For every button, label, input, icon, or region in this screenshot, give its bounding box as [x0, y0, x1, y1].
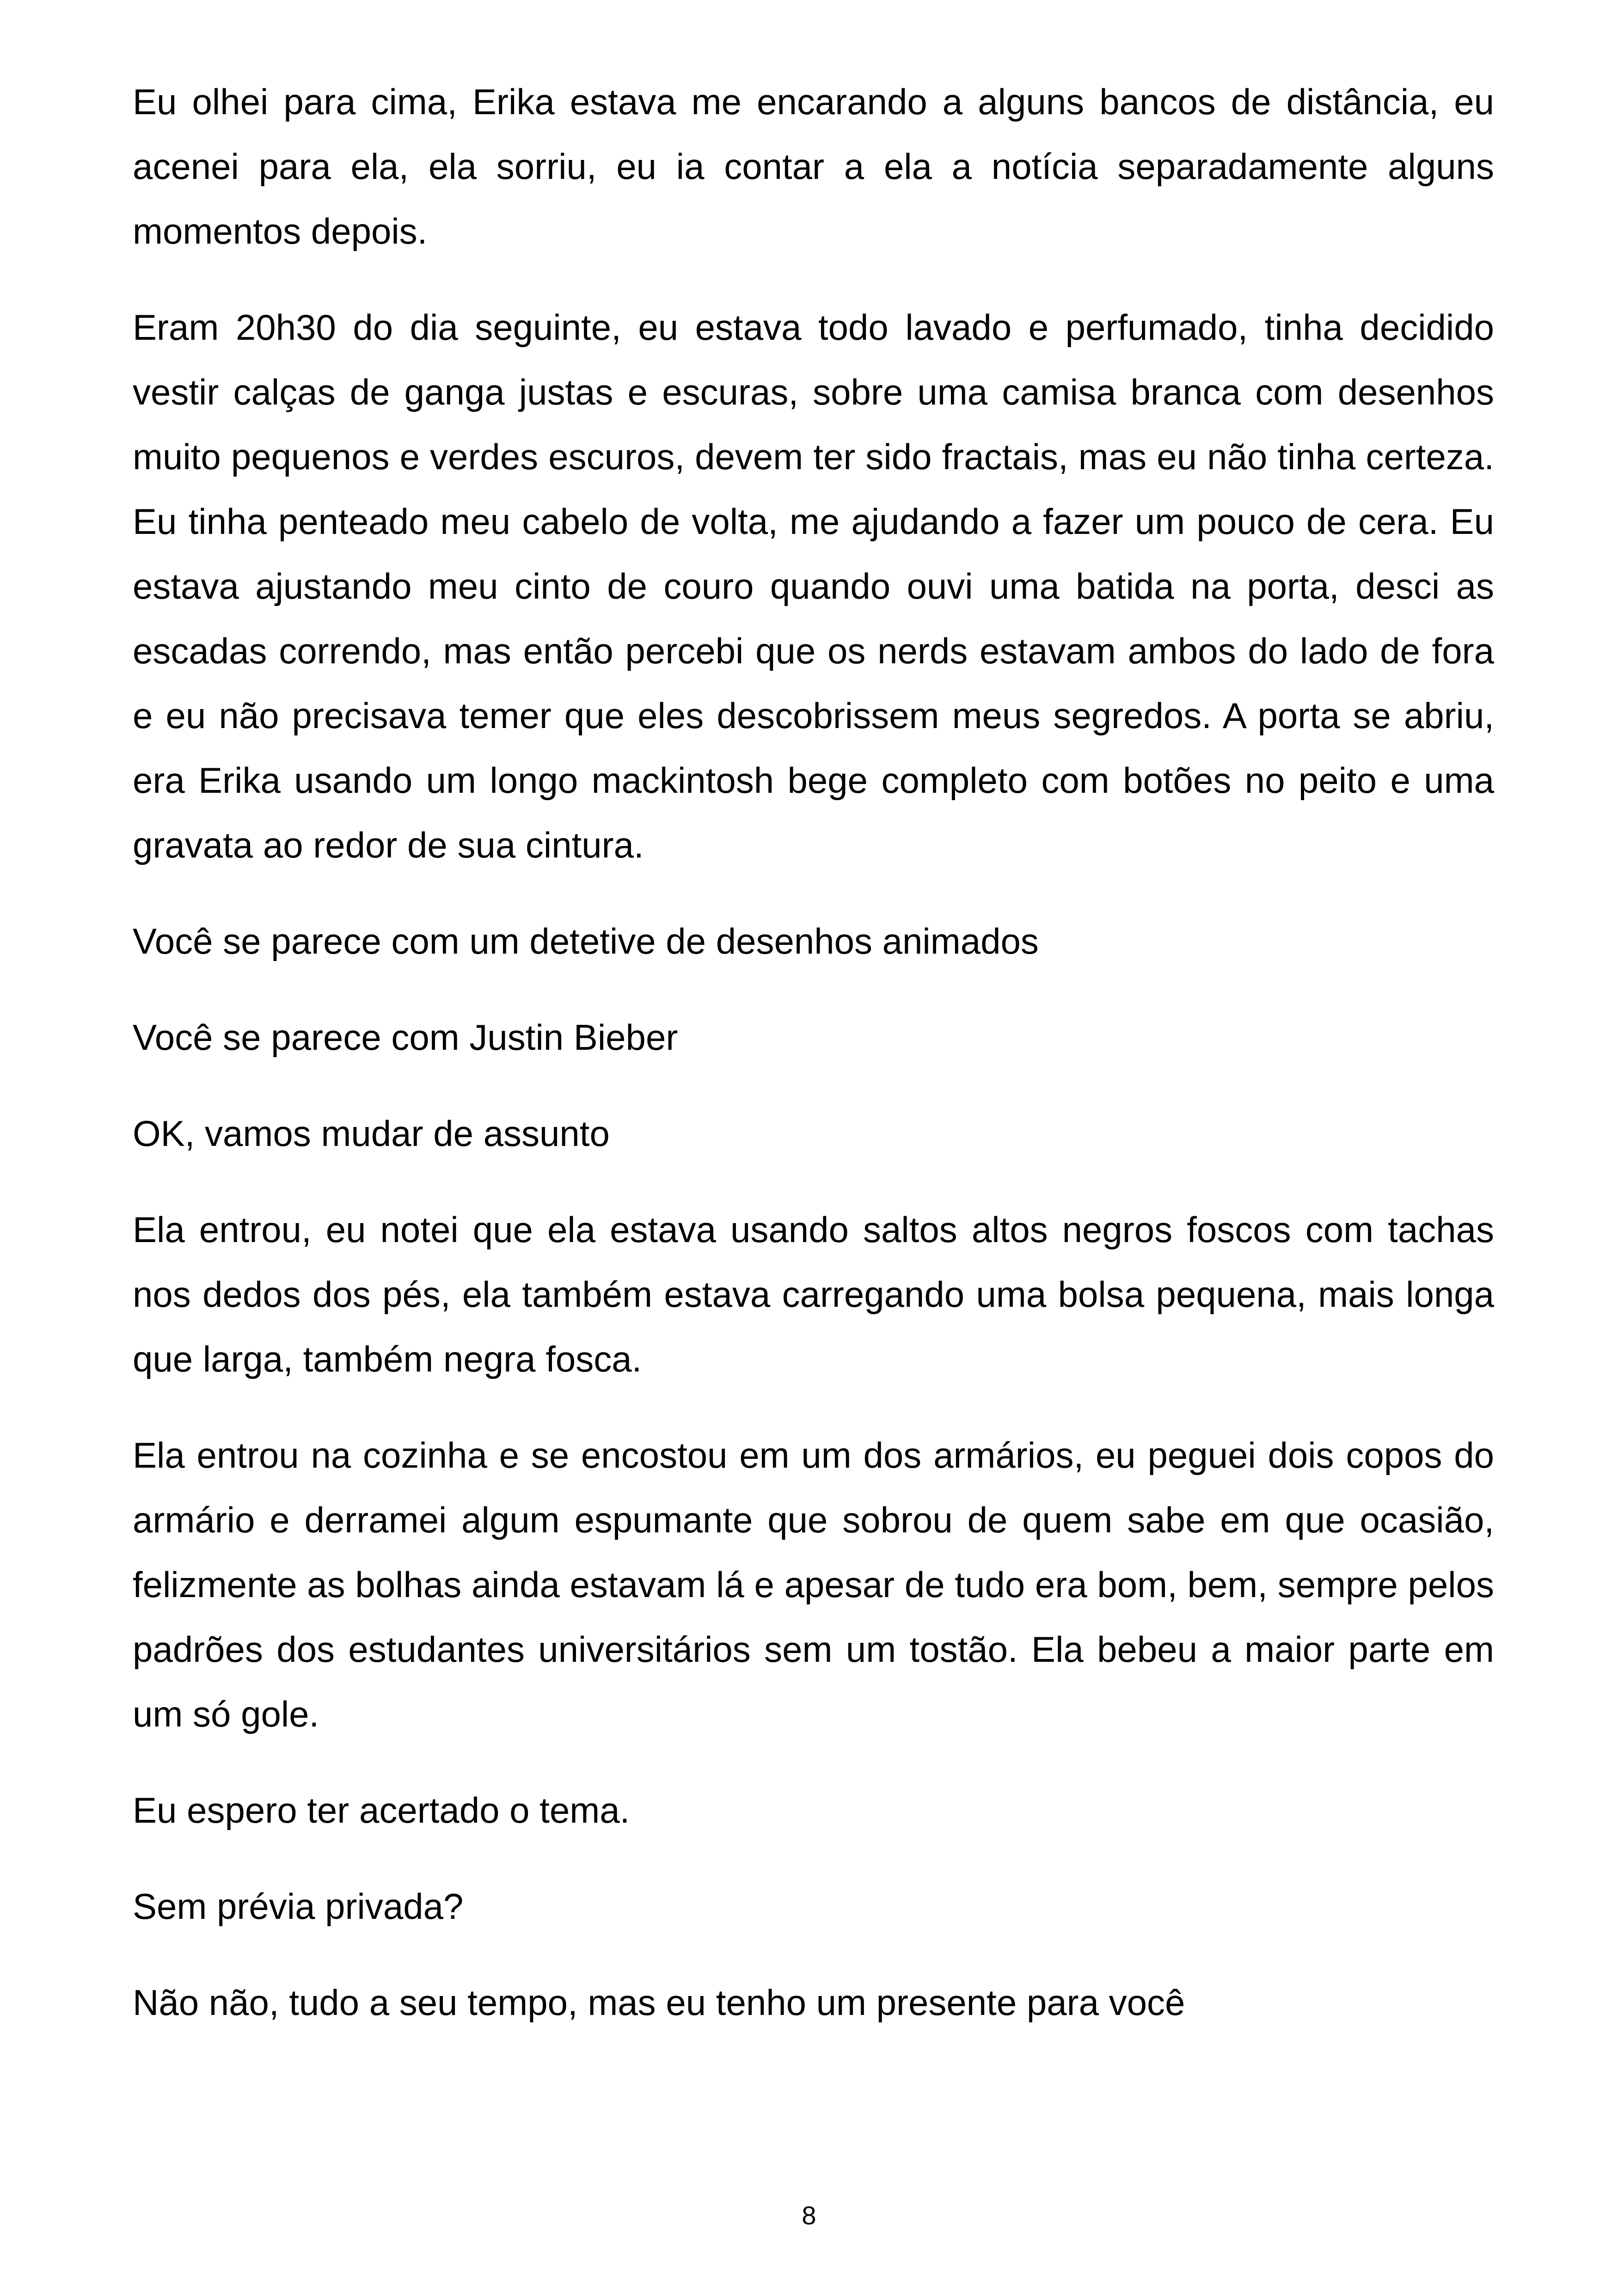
dialogue-line-1: Você se parece com um detetive de desenhos animados: [133, 921, 1039, 961]
paragraph-3: Ela entrou, eu notei que ela estava usando saltos altos negros foscos com tachas nos dedos dos pés, ela também estava carregando uma bolsa pequena, mais longa que larga, também negra fosca.: [133, 1209, 1494, 1379]
paragraph-4: Ela entrou na cozinha e se encostou em um dos armários, eu peguei dois copos do armário e derramei algum espumante que sobrou de quem sabe em que ocasião, felizmente as bolhas ainda estavam lá e apesar de tudo era bom, bem, sempre pelos padrões dos estudantes universitários sem um tostão. Ela bebeu a maior parte em um só gole.: [133, 1435, 1494, 1734]
dialogue-line-3: OK, vamos mudar de assunto: [133, 1113, 610, 1154]
dialogue-line-5: Sem prévia privada?: [133, 1886, 464, 1927]
dialogue-line-6: Não não, tudo a seu tempo, mas eu tenho um presente para você: [133, 1982, 1185, 2023]
body-text: [133, 69, 1494, 2066]
dialogue-line-4: Eu espero ter acertado o tema.: [133, 1790, 630, 1831]
paragraph-2: Eram 20h30 do dia seguinte, eu estava todo lavado e perfumado, tinha decidido vestir calças de ganga justas e escuras, sobre uma camisa branca com desenhos muito pequenos e verdes escuros, devem ter sido fractais, mas eu não tinha certeza. Eu tinha penteado meu cabelo de volta, me ajudando a fazer um pouco de cera. Eu estava ajustando meu cinto de couro quando ouvi uma batida na porta, desci as escadas correndo, mas então percebi que os nerds estavam ambos do lado de fora e eu não precisava temer que eles descobrissem meus segredos. A porta se abriu, era Erika usando um longo mackintosh bege completo com botões no peito e uma gravata ao redor de sua cintura.: [133, 307, 1494, 865]
page-number: 8: [802, 2201, 816, 2230]
paragraph-1: Eu olhei para cima, Erika estava me encarando a alguns bancos de distância, eu acenei para ela, ela sorriu, eu ia contar a ela a notícia separadamente alguns momentos depois.: [133, 81, 1494, 251]
dialogue-line-2: Você se parece com Justin Bieber: [133, 1017, 678, 1058]
